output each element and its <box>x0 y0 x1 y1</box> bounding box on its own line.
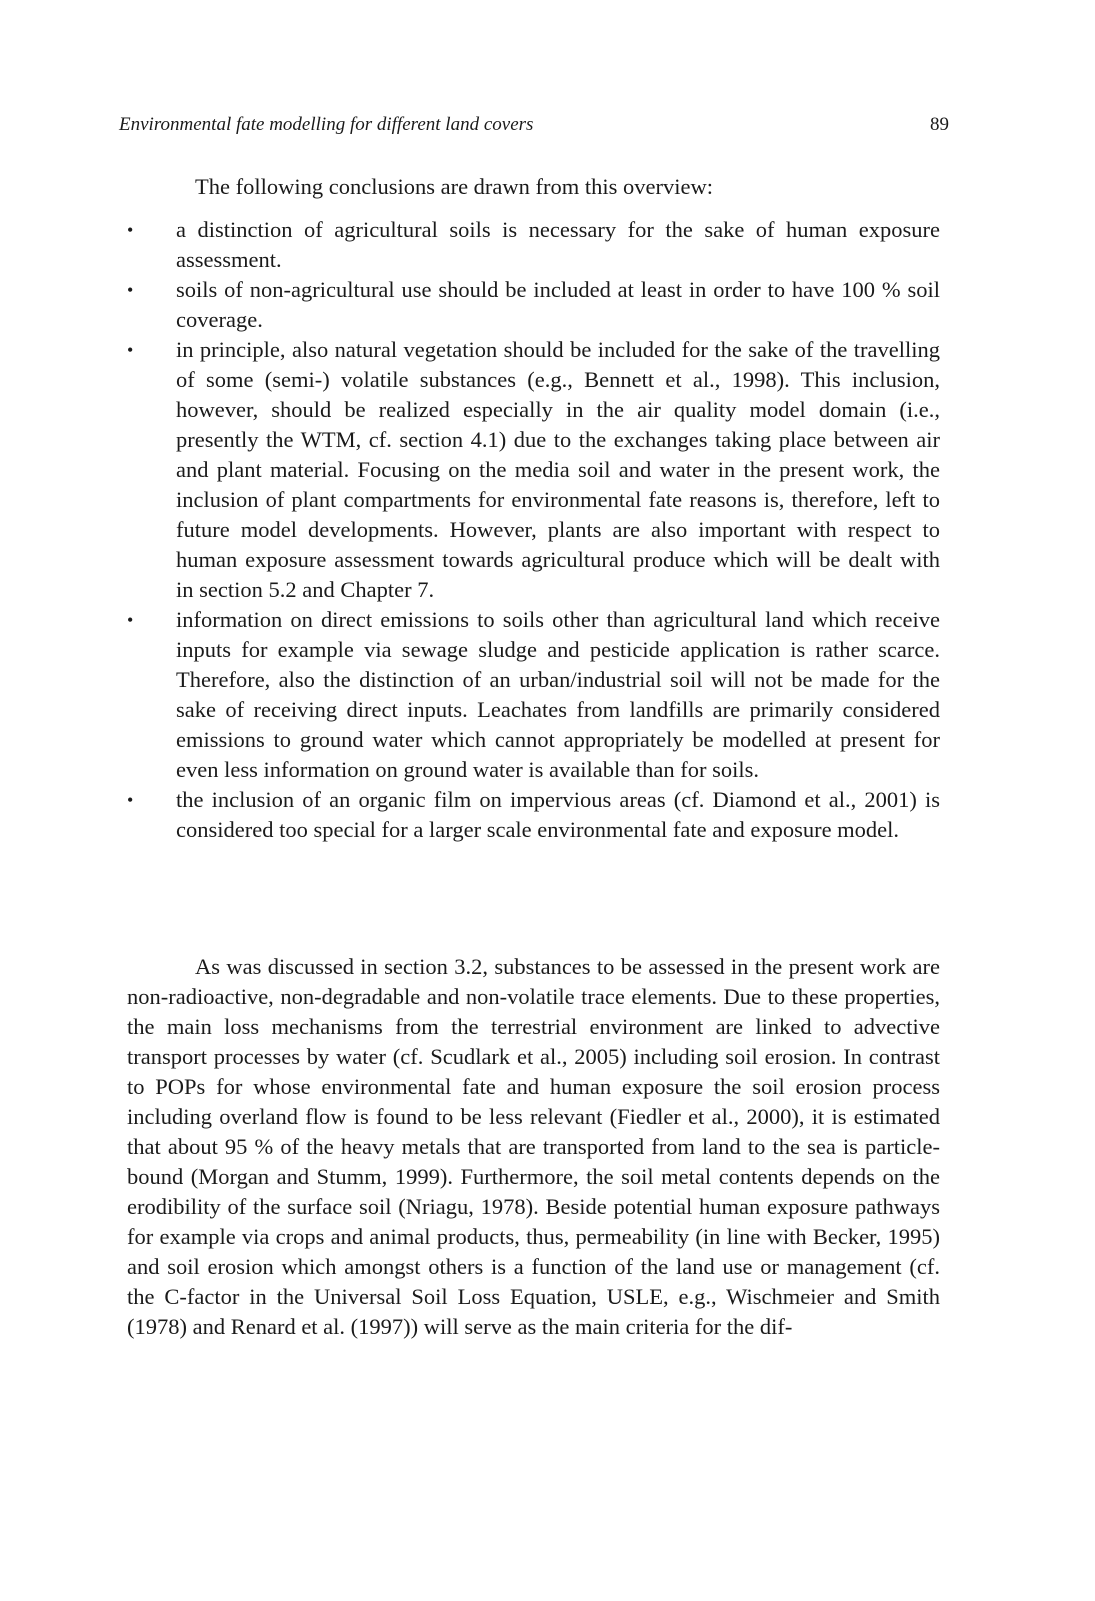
list-item-text: information on direct emissions to soils other than agricultural land which receive inputs for example via sewage sludge and pesticide application is rather scarce. Therefore, also the distinction of an urban/industrial soil will not be made for the sake of receiving direct inputs. Leachates from landfills are primarily considered emissions to ground water which cannot appropriately be modelled at present for even less information on ground water is available than for soils. <box>176 607 940 782</box>
bullet-icon: • <box>127 340 134 360</box>
page-number: 89 <box>930 114 949 135</box>
bullet-icon: • <box>127 790 134 810</box>
running-header <box>119 110 949 140</box>
bullet-icon: • <box>127 220 134 240</box>
list-item <box>127 215 940 275</box>
intro-sentence: The following conclusions are drawn from this overview: <box>195 174 713 199</box>
list-item-text: in principle, also natural vegetation should be included for the sake of the travelling of some (semi-) volatile substances (e.g., Bennett et al., 1998). This inclusion, however, should be realized especially in the air quality model domain (i.e., presently the WTM, cf. section 4.1) due to the exchanges taking place between air and plant material. Focusing on the media soil and water in the present work, the inclusion of plant compartments for environmental fate reasons is, therefore, left to future model developments. However, plants are also important with respect to human exposure assessment towards agricultural produce which will be dealt with in section 5.2 and Chapter 7. <box>176 337 940 602</box>
list-item-text: the inclusion of an organic film on impervious areas (cf. Diamond et al., 2001) is considered too special for a larger scale environmental fate and exposure model. <box>176 787 940 842</box>
list-item-text: soils of non-agricultural use should be included at least in order to have 100 % soil coverage. <box>176 277 940 332</box>
list-item <box>127 335 940 605</box>
conclusions-list <box>127 215 940 845</box>
bullet-icon: • <box>127 610 134 630</box>
body-paragraph: As was discussed in section 3.2, substances to be assessed in the present work are non-radioactive, non-degradable and non-volatile trace elements. Due to these properties, the main loss mechanisms from the terrestrial environment are linked to advective transport processes by water (cf. Scudlark et al., 2005) including soil erosion. In contrast to POPs for whose environmental fate and human exposure the soil erosion process including overland flow is found to be less relevant (Fiedler et al., 2000), it is estimated that about 95 % of the heavy metals that are transported from land to the sea is particle-bound (Morgan and Stumm, 1999). Furthermore, the soil metal contents depends on the erodibility of the surface soil (Nriagu, 1978). Beside potential human exposure pathways for example via crops and animal products, thus, permeability (in line with Becker, 1995) and soil erosion which amongst others is a function of the land use or management (cf. the C-factor in the Universal Soil Loss Equation, USLE, e.g., Wischmeier and Smith (1978) and Renard et al. (1997)) will serve as the main criteria for the dif- <box>127 954 940 1339</box>
list-item <box>127 605 940 785</box>
running-title: Environmental fate modelling for different land covers <box>119 114 534 135</box>
bullet-icon: • <box>127 280 134 300</box>
list-item <box>127 275 940 335</box>
list-item <box>127 785 940 845</box>
list-item-text: a distinction of agricultural soils is necessary for the sake of human exposure assessment. <box>176 217 940 272</box>
